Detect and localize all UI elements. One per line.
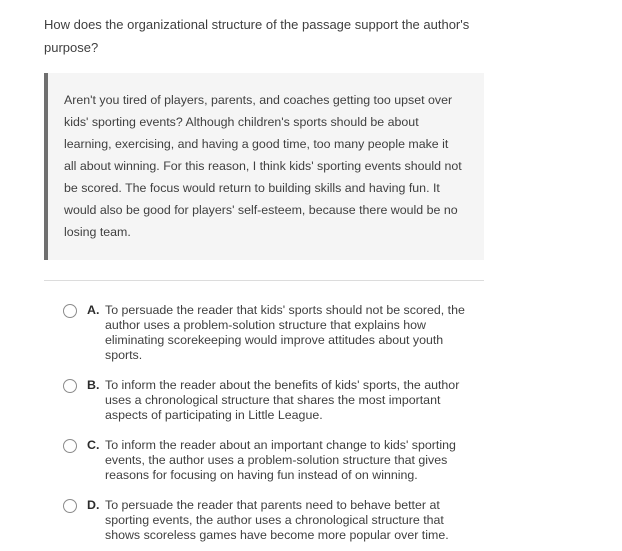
option-letter-b: B. [87,378,100,392]
answer-options-list [44,303,622,543]
passage-quote [44,73,484,260]
option-letter-a: A. [87,303,100,317]
option-text-c: To inform the reader about an important change to kids' sporting events, the author uses a problem-solution structure that gives reasons for focusing on having fun instead of on winning. [105,438,456,482]
question-text: How does the organizational structure of the passage support the author's purpose? [44,17,470,55]
radio-button-c[interactable] [63,439,77,453]
divider-line [44,280,484,281]
answer-option-a[interactable] [63,303,622,363]
option-text-d: To persuade the reader that parents need to behave better at sporting events, the author uses a chronological structure that shows scoreless games have become more popular over time. [105,498,449,542]
passage-text: Aren't you tired of players, parents, and coaches getting too upset over kids' sporting events? Although children's sports should be about learning, exercising, and having a good time, too many people make it all about winning. For this reason, I think kids' sporting events should not be scored. The focus would return to building skills and having fun. It would also be good for players' self-esteem, because there would be no losing team. [64,93,462,239]
answer-option-d[interactable] [63,498,622,543]
radio-button-a[interactable] [63,304,77,318]
radio-button-d[interactable] [63,499,77,513]
option-text-a: To persuade the reader that kids' sports should not be scored, the author uses a problem-solution structure that explains how eliminating scorekeeping would improve attitudes about youth sports. [105,303,465,362]
option-letter-c: C. [87,438,100,452]
radio-button-b[interactable] [63,379,77,393]
answer-option-c[interactable] [63,438,622,483]
option-text-b: To inform the reader about the benefits of kids' sports, the author uses a chronological structure that shares the most important aspects of participating in Little League. [105,378,460,422]
answer-option-b[interactable] [63,378,622,423]
option-letter-d: D. [87,498,100,512]
